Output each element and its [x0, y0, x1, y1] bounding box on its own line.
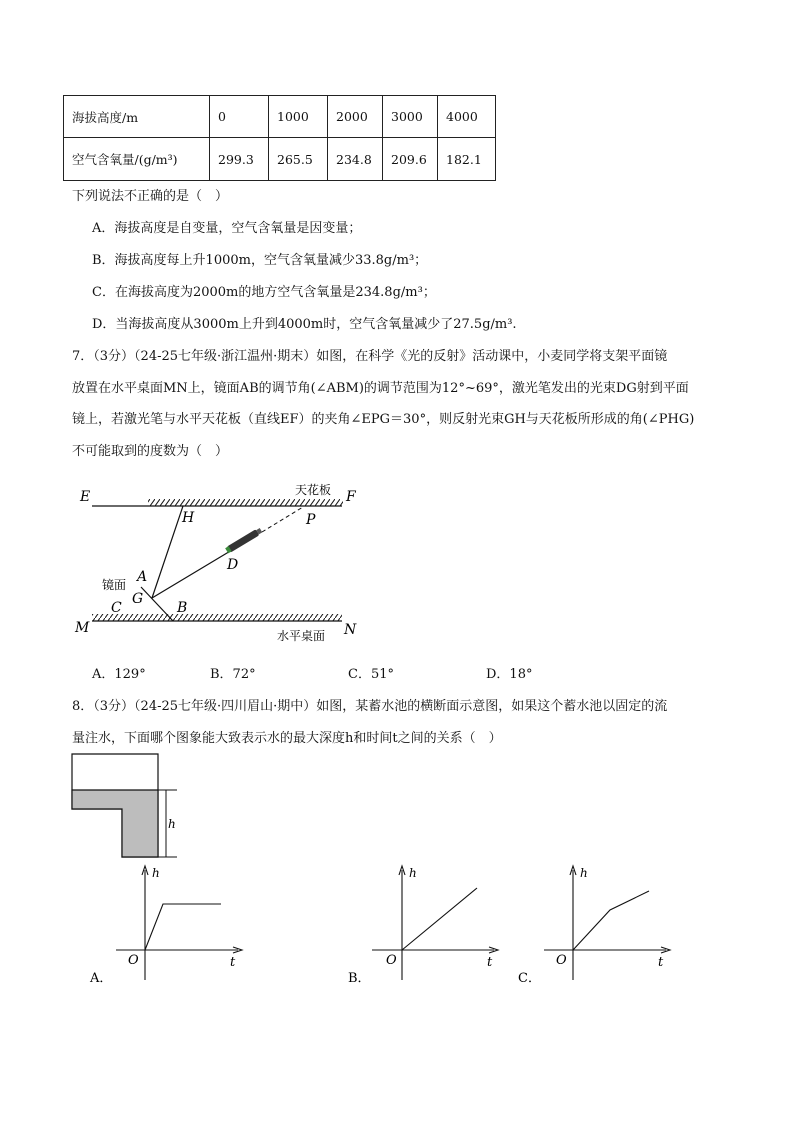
- graph-a-x-label: t: [230, 955, 236, 970]
- graph-b-curve: [402, 888, 477, 950]
- q7-line-3: 镜上，若激光笔与水平天花板（直线EF）的夹角∠EPG＝30°，则反射光束GH与天花板所形成的角(∠PHG): [72, 412, 695, 427]
- q7-line-2: 放置在水平桌面MN上，镜面AB的调节角(∠ABM)的调节范围为12°~69°，激光笔发出的光束DG射到平面: [72, 381, 689, 396]
- label-ceiling: 天花板: [295, 483, 332, 497]
- graph-c-x-label: t: [658, 955, 664, 970]
- table-cell: 299.3: [210, 138, 269, 181]
- graph-c-origin: O: [556, 953, 567, 968]
- laser-pointer-icon: [225, 527, 263, 554]
- label-h: h: [168, 817, 176, 831]
- label-n: N: [344, 622, 357, 638]
- label-g: G: [132, 591, 144, 607]
- table-cell: 209.6: [383, 138, 438, 181]
- incident-ray-dg: [152, 550, 232, 598]
- table-cell: 1000: [269, 96, 328, 138]
- table-row: [64, 96, 496, 138]
- q6-option-b[interactable]: B．海拔高度每上升1000m，空气含氧量减少33.8g/m³；: [92, 253, 428, 268]
- label-f: F: [346, 489, 356, 505]
- graph-c[interactable]: [516, 860, 686, 990]
- table-cell: 4000: [438, 96, 496, 138]
- q7-line-4: 不可能取到的度数为（ ）: [72, 444, 229, 459]
- q6-option-d[interactable]: D．当海拔高度从3000m上升到4000m时，空气含氧量减少了27.5g/m³.: [92, 317, 517, 332]
- q7-option-a[interactable]: A．129°: [92, 667, 146, 682]
- altitude-oxygen-table: [63, 95, 496, 181]
- table-hatch: [92, 614, 342, 621]
- table-cell: 0: [210, 96, 269, 138]
- table-cell: 182.1: [438, 138, 496, 181]
- graph-a[interactable]: [88, 860, 258, 990]
- graph-b-origin: O: [386, 953, 397, 968]
- graph-c-y-label: h: [580, 866, 588, 880]
- table-cell: 空气含氧量/(g/m³): [64, 138, 210, 181]
- table-row: [64, 138, 496, 181]
- graph-b-x-label: t: [487, 955, 493, 970]
- laser-extension: [262, 507, 303, 532]
- label-c: C: [111, 600, 122, 616]
- reflected-ray-gh: [152, 506, 183, 598]
- table-cell: 海拔高度/m: [64, 96, 210, 138]
- ceiling-hatch: [148, 499, 343, 506]
- label-b: B: [177, 600, 188, 616]
- table-cell: 3000: [383, 96, 438, 138]
- graph-c-letter: C．: [518, 971, 541, 986]
- label-mirror: 镜面: [102, 578, 127, 592]
- graph-a-y-label: h: [152, 866, 160, 880]
- q7-option-c[interactable]: C．51°: [348, 667, 394, 682]
- q7-line-1: 7．（3分）（24-25七年级·浙江温州·期末）如图，在科学《光的反射》活动课中，小麦同学将支架平面镜: [72, 349, 668, 364]
- graph-b-letter: B．: [348, 971, 371, 986]
- graph-a-curve: [145, 904, 221, 950]
- q8-line-1: 8．（3分）（24-25七年级·四川眉山·期中）如图，某蓄水池的横断面示意图，如果这个蓄水池以固定的流: [72, 699, 668, 714]
- graph-a-letter: A．: [90, 971, 113, 986]
- table-cell: 265.5: [269, 138, 328, 181]
- graph-b[interactable]: [346, 860, 516, 990]
- graph-a-origin: O: [128, 953, 139, 968]
- label-p: P: [306, 512, 316, 528]
- label-a: A: [137, 569, 148, 585]
- graph-b-y-label: h: [409, 866, 417, 880]
- table-cell: 234.8: [328, 138, 383, 181]
- label-e: E: [80, 489, 91, 505]
- table-cell: 2000: [328, 96, 383, 138]
- graph-c-curve: [573, 891, 649, 950]
- label-table: 水平桌面: [277, 629, 326, 643]
- q8-line-2: 量注水，下面哪个图象能大致表示水的最大深度h和时间t之间的关系（ ）: [72, 731, 502, 746]
- q6-option-a[interactable]: A．海拔高度是自变量，空气含氧量是因变量；: [92, 221, 362, 236]
- q7-option-b[interactable]: B．72°: [210, 667, 256, 682]
- label-d: D: [227, 557, 239, 573]
- label-h: H: [182, 510, 195, 526]
- q7-option-d[interactable]: D．18°: [486, 667, 533, 682]
- q6-option-c[interactable]: C．在海拔高度为2000m的地方空气含氧量是234.8g/m³；: [92, 285, 436, 300]
- q6-prompt: 下列说法不正确的是（ ）: [72, 189, 229, 204]
- water-region: [72, 790, 158, 857]
- reservoir-cross-section: [70, 752, 190, 862]
- q7-mirror-figure: [70, 478, 380, 648]
- label-m: M: [75, 620, 90, 636]
